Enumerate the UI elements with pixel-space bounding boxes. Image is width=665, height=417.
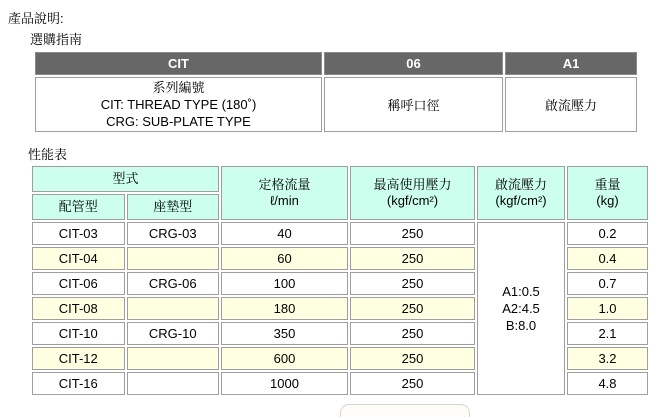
guide-desc-row (35, 77, 637, 132)
page-title: 產品說明: (8, 11, 64, 26)
perf-header-subplate-type: 座墊型 (127, 194, 220, 220)
guide-header-bore: 06 (324, 52, 503, 75)
perf-header-row-1 (32, 166, 648, 192)
subplate-model-cell (127, 372, 220, 395)
guide-header-row (35, 52, 637, 75)
cracking-label: 啟流壓力 (494, 177, 547, 192)
guide-desc-series (35, 77, 322, 132)
series-number-label: 系列編號 (152, 80, 205, 95)
piping-model-cell: CIT-16 (32, 372, 125, 395)
perf-header-max-pressure (350, 166, 475, 220)
cracking-value-a1: A1:0.5 (502, 284, 540, 299)
subplate-model-cell (127, 297, 220, 320)
guide-desc-bore: 稱呼口徑 (324, 77, 503, 132)
cracking-unit: (kgf/cm²) (495, 193, 547, 208)
perf-header-rated-flow (221, 166, 348, 220)
guide-desc-pressure: 啟流壓力 (505, 77, 637, 132)
piping-model-cell: CIT-08 (32, 297, 125, 320)
weight-cell: 4.8 (567, 372, 648, 395)
performance-section-label: 性能表 (28, 147, 68, 162)
perf-header-type-group: 型式 (32, 166, 219, 192)
piping-model-cell: CIT-06 (32, 272, 125, 295)
pressure-cell: 250 (350, 222, 475, 245)
guide-header-series: CIT (35, 52, 322, 75)
weight-cell: 0.4 (567, 247, 648, 270)
series-subplate-type: CRG: SUB-PLATE TYPE (106, 114, 251, 129)
subplate-model-cell: CRG-06 (127, 272, 220, 295)
max-pressure-unit: (kgf/cm²) (386, 193, 439, 208)
perf-header-weight (567, 166, 648, 220)
flow-cell: 100 (221, 272, 348, 295)
subplate-model-cell (127, 347, 220, 370)
cracking-value-a2: A2:4.5 (502, 301, 540, 316)
guide-section-label: 選購指南 (30, 32, 83, 47)
pressure-cell: 250 (350, 272, 475, 295)
table-row (32, 222, 648, 245)
weight-label: 重量 (594, 177, 621, 192)
flow-cell: 1000 (221, 372, 348, 395)
cracking-value-b: B:8.0 (505, 318, 537, 333)
flow-cell: 600 (221, 347, 348, 370)
weight-cell: 1.0 (567, 297, 648, 320)
guide-header-pressure: A1 (505, 52, 637, 75)
series-thread-type: CIT: THREAD TYPE (180˚) (100, 97, 257, 112)
flow-cell: 180 (221, 297, 348, 320)
weight-cell: 2.1 (567, 322, 648, 345)
pressure-cell: 250 (350, 297, 475, 320)
weight-cell: 3.2 (567, 347, 648, 370)
cracking-pressure-merged-cell (477, 222, 565, 395)
pressure-cell: 250 (350, 322, 475, 345)
weight-cell: 0.2 (567, 222, 648, 245)
pressure-cell: 250 (350, 347, 475, 370)
performance-table (30, 164, 650, 397)
weight-unit: (kg) (596, 193, 619, 208)
subplate-model-cell: CRG-03 (127, 222, 220, 245)
piping-model-cell: CIT-04 (32, 247, 125, 270)
perf-header-piping-type: 配管型 (32, 194, 125, 220)
flow-cell: 40 (221, 222, 348, 245)
flow-cell: 350 (221, 322, 348, 345)
subplate-model-cell (127, 247, 220, 270)
weight-cell: 0.7 (567, 272, 648, 295)
piping-model-cell: CIT-03 (32, 222, 125, 245)
max-pressure-label: 最高使用壓力 (373, 177, 452, 192)
subplate-model-cell: CRG-10 (127, 322, 220, 345)
piping-model-cell: CIT-10 (32, 322, 125, 345)
perf-header-cracking (477, 166, 565, 220)
model-code-guide-table (33, 50, 639, 134)
piping-model-cell: CIT-12 (32, 347, 125, 370)
flow-cell: 60 (221, 247, 348, 270)
pressure-cell: 250 (350, 247, 475, 270)
rated-flow-unit: ℓ/min (270, 193, 299, 208)
pressure-cell: 250 (350, 372, 475, 395)
rated-flow-label: 定格流量 (258, 177, 311, 192)
